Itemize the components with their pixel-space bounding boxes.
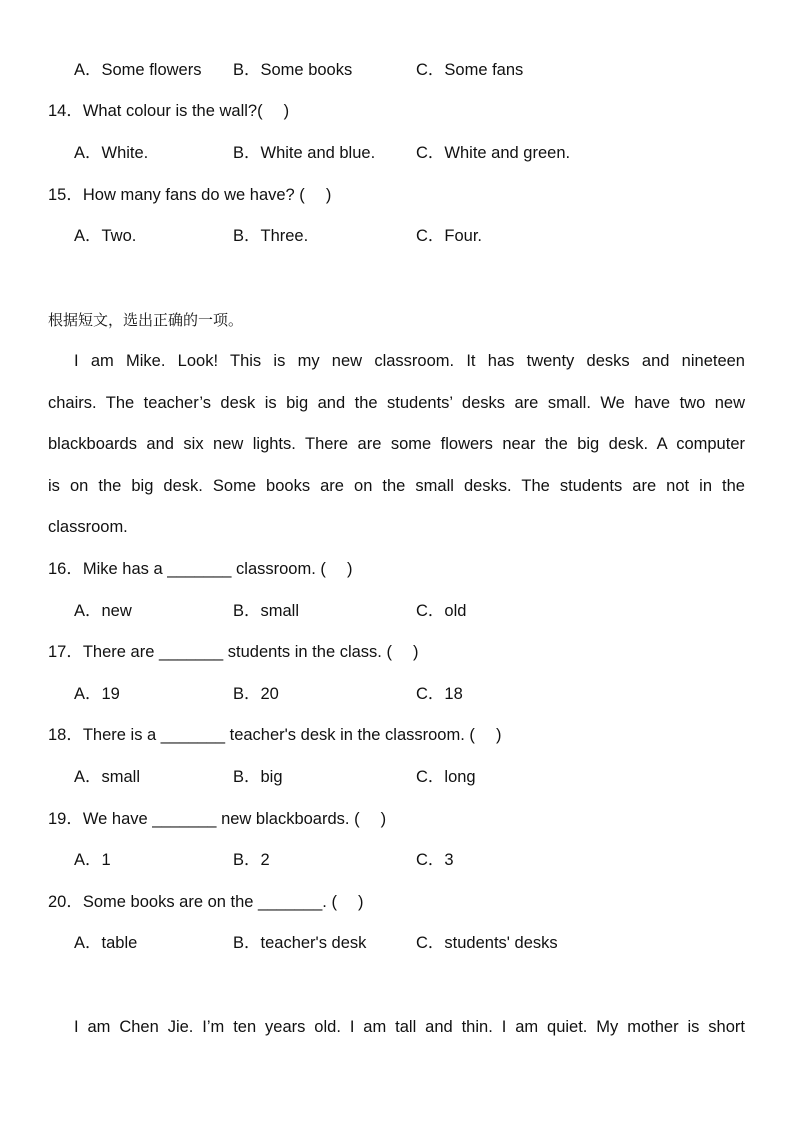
q14-option-b: B．White and blue. xyxy=(233,144,376,162)
q20-option-c: C．students' desks xyxy=(416,934,558,952)
q18-option-a: A．small xyxy=(74,768,141,786)
q20-question: 20．Some books are on the _______. ( ) xyxy=(48,893,364,911)
q16-option-c: C．old xyxy=(416,602,467,620)
passage-line: is on the big desk. Some books are on the small desks. The students are not in the xyxy=(48,477,745,495)
q13-option-b: B．Some books xyxy=(233,61,353,79)
passage-line: blackboards and six new lights. There are some flowers near the big desk. A computer xyxy=(48,435,745,453)
q16-option-a: A．new xyxy=(74,602,132,620)
q16-option-b: B．small xyxy=(233,602,300,620)
q15-option-c: C．Four. xyxy=(416,227,483,245)
q20-option-a: A．table xyxy=(74,934,138,952)
q16-question: 16．Mike has a _______ classroom. ( ) xyxy=(48,560,353,578)
q18-question: 18．There is a _______ teacher's desk in the classroom. ( ) xyxy=(48,726,502,744)
q14-question: 14．What colour is the wall?( ) xyxy=(48,102,290,120)
q18-option-c: C．long xyxy=(416,768,476,786)
q13-option-c: C．Some fans xyxy=(416,61,524,79)
passage-line: I am Mike. Look! This is my new classroom. It has twenty desks and nineteen xyxy=(74,352,745,370)
q19-question: 19．We have _______ new blackboards. ( ) xyxy=(48,810,387,828)
q17-option-b: B．20 xyxy=(233,685,279,703)
q14-option-a: A．White. xyxy=(74,144,149,162)
q15-option-b: B．Three. xyxy=(233,227,309,245)
q18-option-b: B．big xyxy=(233,768,283,786)
q15-option-a: A．Two. xyxy=(74,227,137,245)
next-passage-line: I am Chen Jie. I’m ten years old. I am tall and thin. I am quiet. My mother is short xyxy=(74,1018,745,1036)
q19-option-c: C．3 xyxy=(416,851,454,869)
q14-option-c: C．White and green. xyxy=(416,144,571,162)
q20-option-b: B．teacher's desk xyxy=(233,934,367,952)
q19-option-a: A．1 xyxy=(74,851,111,869)
q17-question: 17．There are _______ students in the class. ( ) xyxy=(48,643,419,661)
q17-option-c: C．18 xyxy=(416,685,463,703)
q17-option-a: A．19 xyxy=(74,685,120,703)
q19-option-b: B．2 xyxy=(233,851,270,869)
passage-line: chairs. The teacher’s desk is big and the students’ desks are small. We have two new xyxy=(48,394,745,412)
passage-line: classroom. xyxy=(48,518,128,536)
section-instruction: 根据短文，选出正确的一项。 xyxy=(48,311,244,329)
q15-question: 15．How many fans do we have? ( ) xyxy=(48,186,332,204)
q13-option-a: A．Some flowers xyxy=(74,61,202,79)
